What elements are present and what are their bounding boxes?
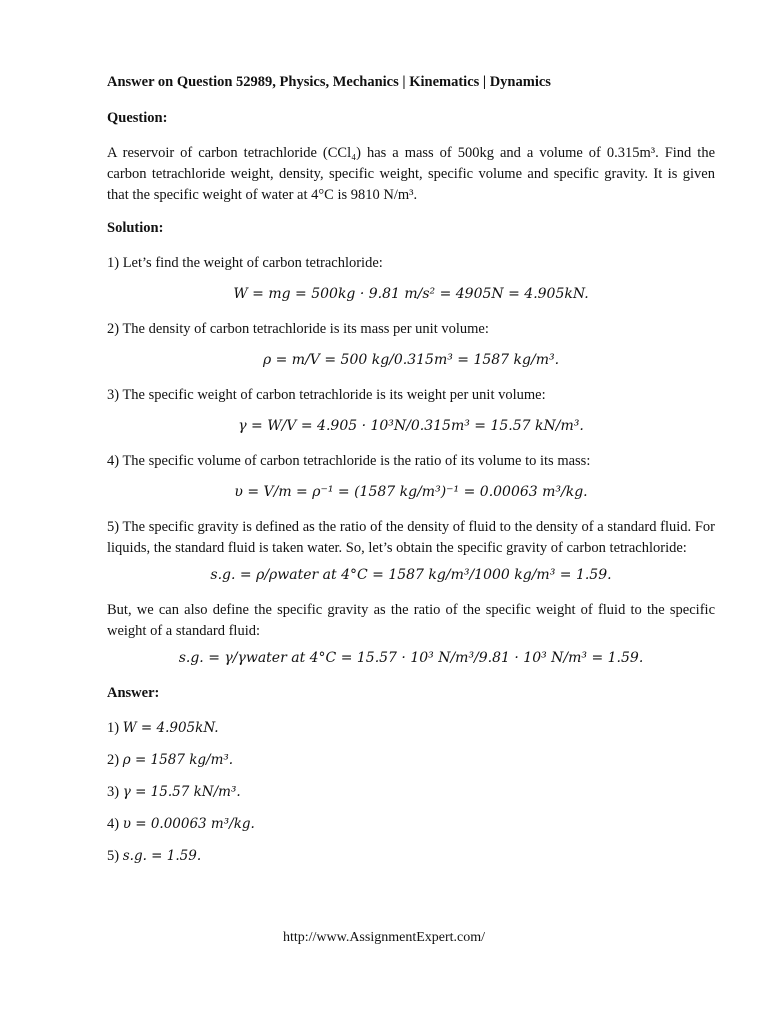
step-4-equation: υ = V/m = ρ⁻¹ = (1587 kg/m³)⁻¹ = 0.00063 m³/kg. [234, 484, 588, 500]
step-2-text: 2) The density of carbon tetrachloride is its mass per unit volume: [107, 321, 489, 337]
step-5-equation: s.g. = ρ/ρwater at 4°C = 1587 kg/m³/1000 kg/m³ = 1.59. [210, 567, 612, 583]
answer-item [107, 750, 715, 771]
answer-number: 5) [107, 848, 120, 864]
step-1-equation: W = mg = 500kg · 9.81 m/s² = 4905N = 4.905kN. [233, 286, 589, 302]
answer-heading: Answer: [107, 685, 160, 701]
answer-number: 2) [107, 752, 120, 768]
answer-value: γ = 15.57 kN/m³. [122, 784, 241, 800]
answer-item [107, 718, 715, 739]
answer-item [107, 846, 715, 867]
answer-value: W = 4.905kN. [122, 720, 219, 736]
step-5-text: 5) The specific gravity is defined as the ratio of the density of fluid to the density of a standard fluid. For liquids, the standard fluid is taken water. So, let’s obtain the specific gravity of carbon tetrachloride: [107, 519, 715, 556]
answer-item [107, 782, 715, 803]
answer-number: 4) [107, 816, 120, 832]
question-text: A reservoir of carbon tetrachloride (CCl₄) has a mass of 500kg and a volume of 0.315m³. Find the carbon tetrachloride weight, density, specific weight, specific volume and specific gravity. It is given that the specific weight of water at 4°C is 9810 N/m³. [107, 145, 715, 203]
footer-link[interactable]: http://www.AssignmentExpert.com/ [282, 930, 486, 945]
solution-heading: Solution: [107, 220, 164, 236]
answer-value: υ = 0.00063 m³/kg. [122, 816, 255, 832]
step-2-equation: ρ = m/V = 500 kg/0.315m³ = 1587 kg/m³. [262, 352, 560, 368]
document-title: Answer on Question 52989, Physics, Mechanics | Kinematics | Dynamics [107, 74, 551, 90]
step-4-text: 4) The specific volume of carbon tetrachloride is the ratio of its volume to its mass: [107, 453, 591, 469]
question-heading: Question: [107, 110, 168, 126]
answer-number: 1) [107, 720, 120, 736]
answer-item [107, 814, 715, 835]
step-6-text: But, we can also define the specific gravity as the ratio of the specific weight of fluid to the specific weight of a standard fluid: [107, 602, 715, 639]
step-3-equation: γ = W/V = 4.905 · 10³N/0.315m³ = 15.57 kN/m³. [238, 418, 584, 434]
answer-value: s.g. = 1.59. [122, 848, 202, 864]
step-3-text: 3) The specific weight of carbon tetrachloride is its weight per unit volume: [107, 387, 546, 403]
answer-value: ρ = 1587 kg/m³. [122, 752, 234, 768]
answer-number: 3) [107, 784, 120, 800]
step-1-text: 1) Let’s find the weight of carbon tetrachloride: [107, 255, 383, 271]
step-6-equation: s.g. = γ/γwater at 4°C = 15.57 · 10³ N/m³/9.81 · 10³ N/m³ = 1.59. [178, 650, 644, 666]
